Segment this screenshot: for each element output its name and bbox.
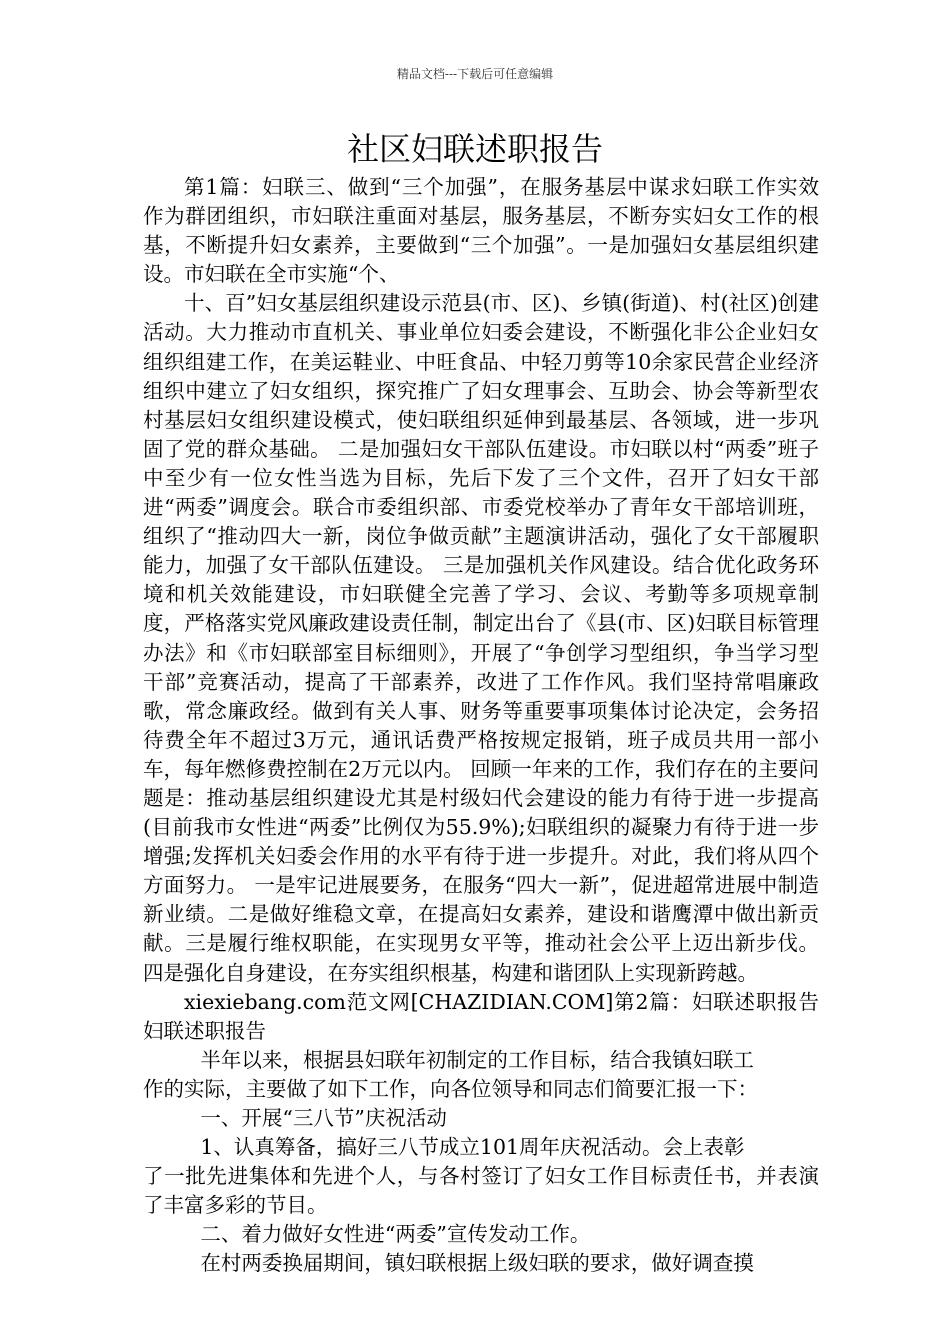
page-header-note: 精品文档---下载后可任意编辑 xyxy=(396,67,554,81)
paragraph-7: 1、认真筹备，搞好三八节成立101周年庆祝活动。会上表彰 xyxy=(200,1135,745,1160)
paragraph-10: 在村两委换届期间，镇妇联根据上级妇联的要求，做好调查摸 xyxy=(200,1251,754,1276)
paragraph-1: 第1篇：妇联三、做到“三个加强”，在服务基层中谋求妇联工作实效 作为群团组织，市妇联注重面对基层，服务基层，不断夯实妇女工作的根基，不断提升妇女素养，主要做到“三个加强”。一是加强妇女基层组织建设。市妇联在全市实施“个、 xyxy=(143,175,819,287)
paragraph-6: 一、开展“三八节”庆祝活动 xyxy=(200,1106,447,1130)
paragraph-4: 半年以来，根据县妇联年初制定的工作目标，结合我镇妇联工 xyxy=(200,1047,754,1072)
paragraph-9: 二、着力做好女性进“两委”宣传发动工作。 xyxy=(200,1222,591,1247)
document-title: 社区妇联述职报告 xyxy=(346,130,603,168)
paragraph-5: 作的实际，主要做了如下工作，向各位领导和同志们简要汇报一下： xyxy=(143,1076,758,1101)
paragraph-3: xiexiebang.com范文网[CHAZIDIAN.COM]第2篇：妇联述职报告妇联述职报告 xyxy=(143,989,819,1043)
document-body xyxy=(143,173,819,1279)
paragraph-8: 了一批先进集体和先进个人，与各村签订了妇女工作目标责任书，并表演了丰富多彩的节目。 xyxy=(143,1164,819,1218)
paragraph-2: 十、百”妇女基层组织建设示范县(市、区)、乡镇(街道)、村(社区)创建活动。大力推动市直机关、事业单位妇委会建设，不断强化非公企业妇女组织组建工作，在美运鞋业、中旺食品、中轻刀剪等10余家民营企业经济组织中建立了妇女组织，探究推广了妇女理事会、互助会、协会等新型农村基层妇女组织建设模式，使妇联组织延伸到最基层、各领域，进一步巩固了党的群众基础。 二是加强妇女干部队伍建设。市妇联以村“两委”班子中至少有一位女性当选为目标，先后下发了三个文件，召开了妇女干部进“两委”调度会。联合市委组织部、市委党校举办了青年女干部培训班，组织了“推动四大一新，岗位争做贡献”主题演讲活动，强化了女干部履职能力，加强了女干部队伍建设。 三是加强机关作风建设。结合优化政务环境和机关效能建设，市妇联健全完善了学习、会议、考勤等多项规章制度，严格落实党风廉政建设责任制，制定出台了《县(市、区)妇联目标管理办法》和《市妇联部室目标细则》，开展了“争创学习型组织，争当学习型干部”竞赛活动，提高了干部素养，改进了工作作风。我们坚持常唱廉政歌，常念廉政经。做到有关人事、财务等重要事项集体讨论决定，会务招待费全年不超过3万元，通讯话费严格按规定报销，班子成员共用一部小车，每年燃修费控制在2万元以内。 回顾一年来的工作，我们存在的主要问题是：推动基层组织建设尤其是村级妇代会建设的能力有待于进一步提高(目前我市女性进“两委”比例仅为55.9%);妇联组织的凝聚力有待于进一步增强;发挥机关妇委会作用的水平有待于进一步提升。对此，我们将从四个方面努力。 一是牢记进展要务，在服务“四大一新”，促进超常进展中制造新业绩。二是做好维稳文章，在提高妇女素养，建设和谐鹰潭中做出新贡献。三是履行维权职能，在实现男女平等，推动社会公平上迈出新步伐。四是强化自身建设，在夯实组织根基，构建和谐团队上实现新跨越。 xyxy=(143,291,819,985)
